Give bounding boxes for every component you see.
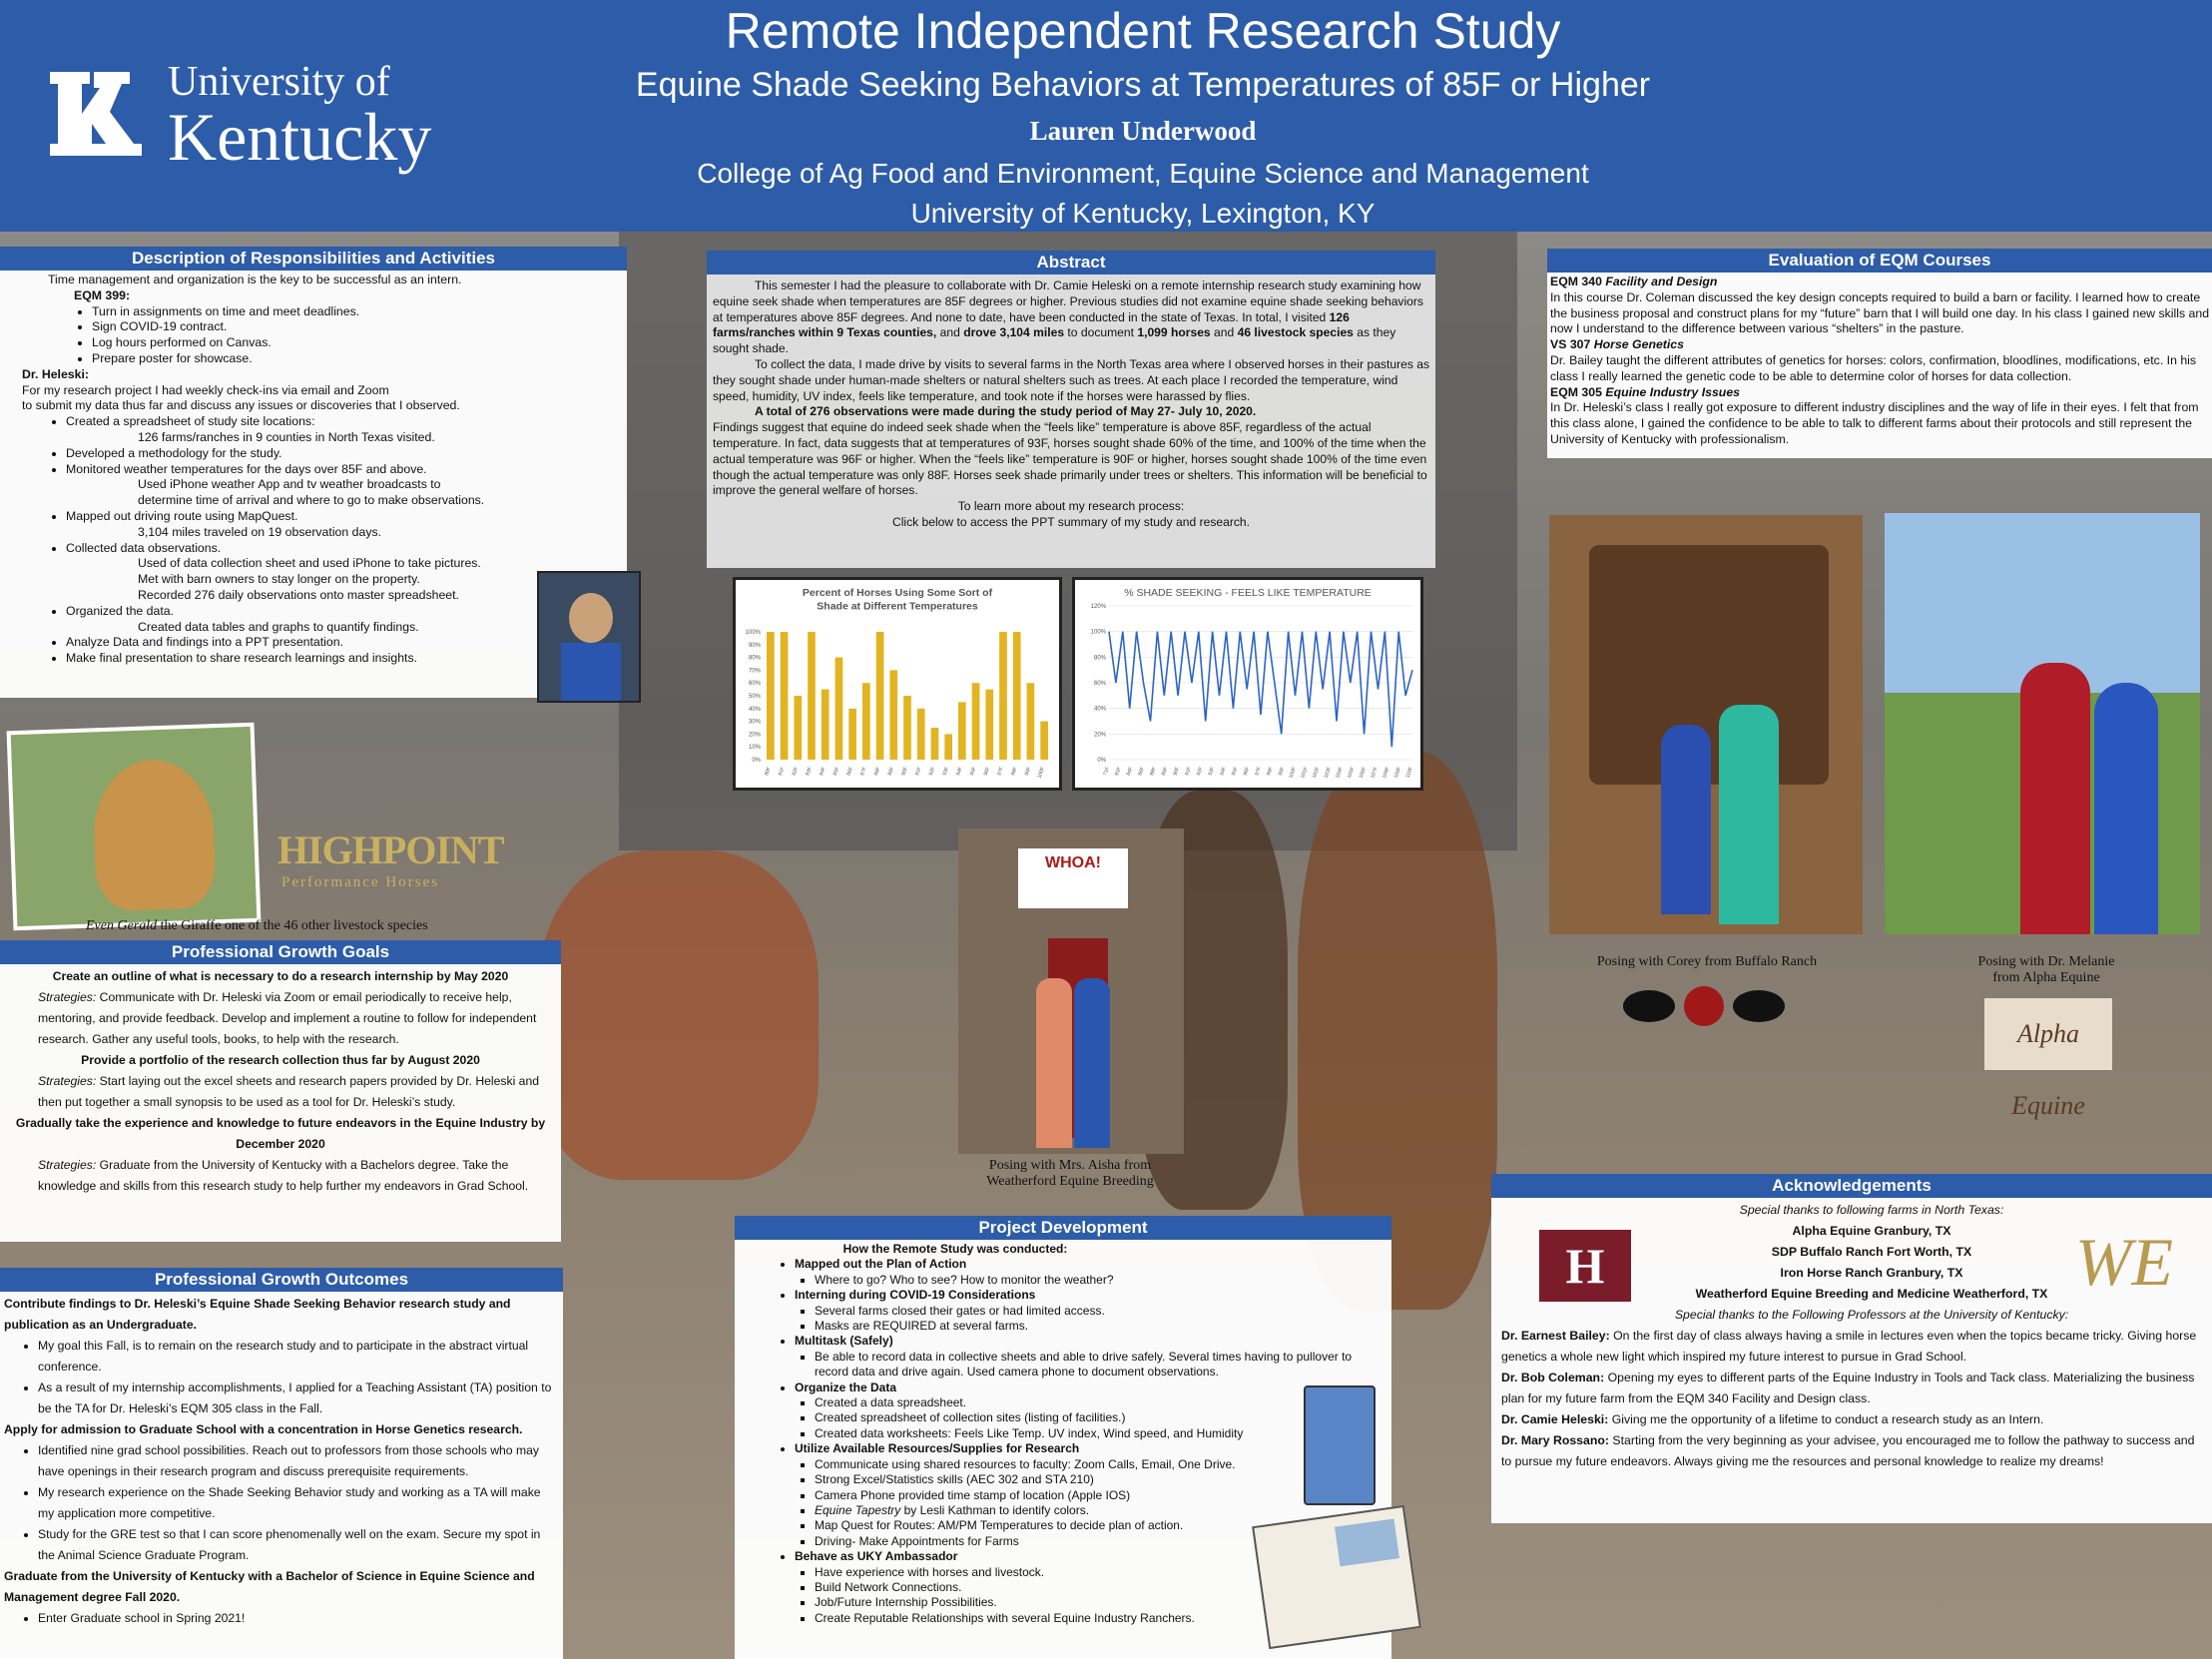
- bar-chart-svg: [736, 580, 1059, 788]
- x-tick-label: 88F: [872, 766, 882, 777]
- list-item: ▪ Build Network Connections.: [815, 1580, 1385, 1595]
- x-tick-label: 95F: [1230, 766, 1240, 777]
- project-heading: How the Remote Study was conducted:: [842, 1242, 1068, 1256]
- list-item: ▪ Where to go? Who to see? How to monitor the weather?: [815, 1273, 1385, 1288]
- resp-intro: Time management and organization is the key to be successful as an intern.: [48, 273, 462, 286]
- x-tick-label: 86F: [845, 766, 855, 777]
- list-item: ▪ Several farms closed their gates or had limited access.: [815, 1304, 1385, 1319]
- list-item: • Mapped out driving route using MapQuest.: [66, 509, 619, 525]
- list-item: • Created a spreadsheet of study site locations:: [66, 414, 619, 430]
- person-head: [569, 593, 613, 643]
- poster-title: Remote Independent Research Study: [725, 3, 1561, 59]
- sub-item: Used iPhone weather App and tv weather broadcasts to: [138, 477, 441, 492]
- person-shirt: [561, 643, 621, 703]
- x-tick-label: 82F: [791, 766, 801, 777]
- list-item: ▪ Have experience with horses and livestock.: [815, 1565, 1385, 1580]
- list-item: ▪ Created a data spreadsheet.: [815, 1395, 1385, 1410]
- abstract-p2: To collect the data, I made drive by visits to several farms in the North Texas area where I observed horses in their pastures as they sought shade under human-made shelters or natural shelters such as trees. At each place I recorded the temperature, wind speed, humidity, UV index, feels like temperature, and took note if the horses were harassed by flies.: [713, 356, 1430, 403]
- series-line: [1109, 632, 1412, 748]
- giraffe-head: [92, 758, 217, 911]
- list-item: • Analyze Data and findings into a PPT presentation.: [66, 635, 619, 651]
- goals-panel: [0, 940, 561, 1242]
- ack-title: Acknowledgements: [1491, 1174, 2212, 1198]
- list-item: • My goal this Fall, is to remain on the research study and to participate in the abstract virtual conference.: [38, 1336, 557, 1378]
- bar: [876, 632, 884, 760]
- bar: [972, 683, 980, 760]
- buffalo-caption: Posing with Corey from Buffalo Ranch: [1596, 954, 1818, 969]
- project-step: • Behave as UKY Ambassador: [795, 1549, 1385, 1564]
- alpha-caption: Posing with Dr. Melanie from Alpha Equine: [1977, 954, 2115, 985]
- course-heading: EQM 305 Equine Industry Issues: [1550, 384, 1740, 399]
- sub-item: 3,104 miles traveled on 19 observation days.: [138, 524, 382, 539]
- x-tick-label: 95F: [968, 766, 978, 777]
- project-title: Project Development: [735, 1216, 1391, 1240]
- x-tick-label: 96F: [1242, 766, 1252, 777]
- x-tick-label: 93F: [941, 766, 951, 777]
- x-tick-label: 98F: [1010, 766, 1019, 777]
- ack-farm: Iron Horse Ranch Granbury, TX: [1780, 1266, 1963, 1280]
- y-tick-label: 70%: [748, 668, 761, 675]
- course-heading: EQM 340 Facility and Design: [1550, 275, 1718, 288]
- outcome-heading: Apply for admission to Graduate School with a concentration in Horse Genetics research.: [4, 1422, 523, 1436]
- y-tick-label: 100%: [745, 630, 761, 636]
- line-chart-svg: [1075, 580, 1420, 788]
- whoa-sign: WHOA!: [1018, 848, 1128, 908]
- poster-subtitle: Equine Shade Seeking Behaviors at Temperatures of 85F or Higher: [635, 66, 1651, 104]
- x-tick-label: 91F: [1184, 766, 1193, 777]
- ack-farm: SDP Buffalo Ranch Fort Worth, TX: [1771, 1245, 1972, 1259]
- course-text: In Dr. Heleski’s class I really got exposure to different industry disciplines and the way of life in their eyes. I felt that from this class alone, I gained the confidence to be able to talk to different farms about their protocols and still represent the University of Kentucky with professionalism.: [1550, 400, 2199, 446]
- list-item: ▪ Created data worksheets: Feels Like Temp. UV index, Wind speed, and Humidity: [815, 1426, 1385, 1441]
- x-tick-label: 88F: [1149, 766, 1158, 777]
- bar: [822, 690, 830, 760]
- logo-text-line1: University of: [168, 59, 390, 105]
- bar: [931, 728, 939, 760]
- poster-header: [0, 0, 2212, 232]
- list-item: ▪ Strong Excel/Statistics skills (AEC 302 and STA 210): [815, 1472, 1385, 1487]
- outcome-heading: Graduate from the University of Kentucky with a Bachelor of Science in Equine Science and Management degree Fall 2020.: [4, 1569, 535, 1604]
- list-item: ▪ Driving- Make Appointments for Farms: [815, 1534, 1385, 1549]
- x-tick-label: 103F: [1323, 766, 1334, 780]
- outcome-heading: Contribute findings to Dr. Heleski’s Equine Shade Seeking Behavior research study and publication as an Undergraduate.: [4, 1297, 511, 1332]
- sub-item: Recorded 276 daily observations onto master spreadsheet.: [138, 587, 459, 602]
- list-item: • Developed a methodology for the study.: [66, 446, 619, 462]
- x-tick-label: 91F: [914, 766, 923, 777]
- bar: [767, 632, 775, 760]
- paint-horse: [539, 850, 819, 1180]
- alpha-equine-photo: [1885, 513, 2200, 934]
- evaluation-title: Evaluation of EQM Courses: [1547, 249, 2212, 273]
- project-step: • Interning during COVID-19 Considerations: [795, 1288, 1385, 1303]
- x-tick-label: 81F: [1113, 766, 1123, 777]
- y-tick-label: 20%: [1093, 732, 1106, 739]
- bar: [848, 709, 856, 760]
- sub-item: determine time of arrival and where to go to make observations.: [138, 493, 485, 508]
- evaluation-panel: [1547, 249, 2212, 458]
- person-left: [1661, 725, 1711, 914]
- buffalo-ranch-photo: [1549, 515, 1863, 934]
- alpha-equine-logo: Alpha Equine: [1984, 998, 2112, 1070]
- goal-strategy: Strategies: Communicate with Dr. Heleski via Zoom or email periodically to receive help, mentoring, and provide feedback. Develop and implement a routine to follow for independent research. Gather any useful tools, books, to help with the research.: [38, 990, 537, 1046]
- y-tick-label: 20%: [748, 732, 761, 739]
- logo-text-line2: Kentucky: [168, 99, 432, 175]
- project-step: • Multitask (Safely): [795, 1334, 1385, 1349]
- ack-farm: Alpha Equine Granbury, TX: [1792, 1224, 1951, 1238]
- goal-strategy: Strategies: Start laying out the excel sheets and research papers provided by Dr. Heleski and then put together a small synopsis to be used as a tool for Dr. Heleski’s study.: [38, 1074, 540, 1109]
- y-tick-label: 40%: [748, 706, 761, 713]
- abstract-panel: [707, 251, 1435, 568]
- x-tick-label: 92F: [1195, 766, 1205, 777]
- ack-farm: Weatherford Equine Breeding and Medicine Weatherford, TX: [1695, 1287, 2048, 1301]
- highpoint-logo-sub: Performance Horses: [281, 874, 440, 890]
- project-step: • Mapped out the Plan of Action: [795, 1257, 1385, 1272]
- course-heading: VS 307 Horse Genetics: [1550, 337, 1684, 352]
- abstract-title: Abstract: [707, 251, 1435, 275]
- x-tick-label: 84F: [1125, 766, 1135, 777]
- x-tick-label: 104F: [1335, 766, 1345, 780]
- list-item: • Collected data observations.: [66, 541, 619, 557]
- responsibilities-title: Description of Responsibilities and Activities: [0, 247, 627, 271]
- bar: [794, 696, 802, 760]
- x-tick-label: 92F: [927, 766, 937, 777]
- giraffe-caption: Even Gerald the Giraffe one of the 46 other livestock species: [86, 918, 428, 933]
- y-tick-label: 80%: [748, 655, 761, 662]
- x-tick-label: 94F: [955, 766, 964, 777]
- x-tick-label: 100F: [1288, 766, 1298, 780]
- abstract-p5: To learn more about my research process:: [957, 499, 1185, 514]
- goals-title: Professional Growth Goals: [0, 940, 561, 964]
- poster-university: University of Kentucky, Lexington, KY: [910, 198, 1376, 229]
- y-tick-label: 120%: [1090, 604, 1106, 610]
- ack-professor: Dr. Earnest Bailey: On the first day of class always having a smile in lectures even when the topics became tricky. Giving horse genetics a whole new light which inspired my future interest to pursue in Grad School.: [1501, 1329, 2197, 1364]
- person-right: [1074, 978, 1110, 1148]
- y-tick-label: 40%: [1093, 706, 1106, 713]
- y-tick-label: 90%: [748, 642, 761, 649]
- list-item: • Identified nine grad school possibilities. Reach out to professors from those schools who may have openings in their research program and discuss prerequisite requirements.: [38, 1440, 557, 1482]
- x-tick-label: 84F: [819, 766, 828, 777]
- goal-strategy: Strategies: Graduate from the University of Kentucky with a Bachelors degree. Take the knowledge and skills from this research study to help further my endeavors in Grad School.: [38, 1158, 529, 1193]
- goal-heading: Provide a portfolio of the research collection thus far by August 2020: [81, 1053, 480, 1067]
- chart-title: Shade at Different Temperatures: [817, 600, 978, 613]
- bar: [781, 632, 789, 760]
- x-tick-label: 93F: [1207, 766, 1217, 777]
- outcomes-title: Professional Growth Outcomes: [0, 1268, 563, 1292]
- course-text: Dr. Bailey taught the different attributes of genetics for horses: colors, confirmation, bloodlines, modifications, etc. In his class I really learned the genetic code to be able to determine color of horses for data collection.: [1550, 352, 2197, 383]
- x-tick-label: 80F: [764, 766, 773, 777]
- bar: [958, 702, 966, 760]
- y-tick-label: 0%: [1097, 758, 1106, 764]
- x-tick-label: 90F: [1172, 766, 1182, 777]
- y-tick-label: 100%: [1090, 629, 1106, 636]
- x-tick-label: 85F: [831, 766, 841, 777]
- heleski-text: to submit my data thus far and discuss any issues or discoveries that I observed.: [22, 398, 460, 413]
- y-tick-label: 10%: [748, 745, 761, 752]
- person-right: [2094, 683, 2158, 934]
- bar: [1027, 683, 1035, 760]
- bar: [835, 658, 843, 760]
- list-item: ▪ Communicate using shared resources to faculty: Zoom Calls, Email, One Drive.: [815, 1457, 1385, 1472]
- poster-author: Lauren Underwood: [1029, 116, 1257, 146]
- abstract-p4: Findings suggest that equine do indeed seek shade when the “feels like” temperature is above 85F, regardless of the actual temperature. In fact, data suggests that at temperatures of 93F, horses sought shade 60% of the time, and 100% of the time when the actual temperature was 96F or higher. When the “feels like” temperature is 90F or higher, horses sought shade 100% of the time even though the actual temperature was only 88F. Horses seek shade primarily under trees or shelters. This information will be beneficial to improve the general welfare of horses.: [713, 420, 1427, 498]
- bar: [1013, 632, 1021, 760]
- x-tick-label: 105F: [1346, 766, 1357, 780]
- y-tick-label: 50%: [748, 694, 761, 700]
- x-tick-label: 96F: [982, 766, 992, 777]
- bar: [985, 690, 993, 760]
- person-left: [2020, 663, 2090, 934]
- chart-title: % SHADE SEEKING - FEELS LIKE TEMPERATURE: [1124, 587, 1372, 599]
- list-item: • Turn in assignments on time and meet deadlines.: [92, 304, 619, 320]
- x-tick-label: 89F: [886, 766, 896, 777]
- ack-professor: Dr. Camie Heleski: Giving me the opportunity of a lifetime to conduct a research study as an Intern.: [1501, 1412, 2044, 1426]
- bar: [999, 632, 1007, 760]
- ack-professor: Dr. Bob Coleman: Opening my eyes to different parts of the Equine Industry in Tools and Tack class. Materializing the business plan for my future farm from the EQM 340 Facility and Design class.: [1501, 1371, 2195, 1405]
- person-left: [1036, 978, 1072, 1148]
- y-tick-label: 60%: [1093, 681, 1106, 687]
- x-tick-label: 87F: [859, 766, 868, 777]
- list-item: • Organized the data.: [66, 604, 619, 620]
- goal-heading: Create an outline of what is necessary to do a research internship by May 2020: [52, 969, 509, 983]
- list-item: ▪ Camera Phone provided time stamp of location (Apple IOS): [815, 1488, 1385, 1503]
- driving-photo: [537, 571, 641, 703]
- ack-farms-intro: Special thanks to following farms in North Texas:: [1739, 1203, 2004, 1217]
- responsibilities-panel: [0, 247, 627, 698]
- list-item: • Monitored weather temperatures for the days over 85F and above.: [66, 462, 619, 478]
- person-right: [1719, 705, 1779, 924]
- sub-item: Used of data collection sheet and used iPhone to take pictures.: [138, 556, 481, 571]
- line-chart: [1072, 577, 1423, 791]
- weatherford-logo: WE: [2074, 1224, 2174, 1300]
- ack-professor: Dr. Mary Rossano: Starting from the very beginning as your advisee, you encouraged me to follow the pathway to success and to pursue my future endeavors. Always giving me the resources and personal knowledge to realize my dreams!: [1501, 1433, 2195, 1468]
- bar: [903, 696, 911, 760]
- x-tick-label: 71F: [1102, 766, 1111, 777]
- acknowledgements-panel: [1491, 1174, 2212, 1523]
- bar: [917, 709, 925, 760]
- x-tick-label: 89F: [1160, 766, 1170, 777]
- bar: [944, 734, 952, 760]
- x-tick-label: 102F: [1311, 766, 1322, 780]
- x-tick-label: 100F: [1036, 766, 1047, 780]
- list-item: • My research experience on the Shade Seeking Behavior study and working as a TA will make my application more competitive.: [38, 1482, 557, 1524]
- list-item: • Prepare poster for showcase.: [92, 351, 619, 367]
- list-item: ▪ Created spreadsheet of collection sites (listing of facilities.): [815, 1410, 1385, 1425]
- outcomes-panel: [0, 1268, 563, 1659]
- x-tick-label: 98F: [1265, 766, 1275, 777]
- list-item: ▪ Job/Future Internship Possibilities.: [815, 1595, 1385, 1610]
- list-item: ▪ Be able to record data in collective sheets and able to drive safely. Several times having to pullover to record data and drive again. Used camera phone to document observations.: [815, 1350, 1385, 1381]
- bar: [1040, 722, 1048, 760]
- giraffe-photo: [7, 723, 262, 931]
- bar-chart: [733, 577, 1062, 791]
- y-tick-label: 80%: [1093, 655, 1106, 662]
- project-step: • Organize the Data: [795, 1381, 1385, 1395]
- sdp-buffalo-logo-icon: [1619, 982, 1789, 1030]
- x-tick-label: 109F: [1392, 766, 1403, 780]
- list-item: ▪ Masks are REQUIRED at several farms.: [815, 1319, 1385, 1334]
- weatherford-photo: [958, 829, 1184, 1154]
- x-tick-label: 97F: [996, 766, 1005, 777]
- bar: [889, 670, 897, 760]
- x-tick-label: 97F: [1254, 766, 1263, 777]
- list-item: • Study for the GRE test so that I can score phenomenally well on the exam. Secure my spot in the Animal Science Graduate Program.: [38, 1524, 557, 1566]
- iron-horse-logo: H: [1539, 1230, 1631, 1302]
- list-item: ▪ Equine Tapestry by Lesli Kathman to identify colors.: [815, 1503, 1385, 1518]
- list-item: • Sign COVID-19 contract.: [92, 319, 619, 335]
- list-item: ▪ Map Quest for Routes: AM/PM Temperatures to decide plan of action.: [815, 1518, 1385, 1533]
- project-step: • Utilize Available Resources/Supplies for Research: [795, 1441, 1385, 1456]
- sub-item: Created data tables and graphs to quantify findings.: [138, 619, 419, 634]
- weather-app-screenshot: [1304, 1385, 1376, 1505]
- y-tick-label: 60%: [748, 681, 761, 688]
- x-tick-label: 86F: [1137, 766, 1146, 777]
- highpoint-logo: HIGHPOINT: [277, 828, 504, 872]
- abstract-p1: This semester I had the pleasure to collaborate with Dr. Camie Heleski on a remote internship research study examining how equine seek shade when temperatures are 85F degrees or higher. Previous studies did not examine equine shade seeking behaviors at temperatures above 85F degrees. And none to date, have been conducted in the state of Texas. In total, I visited 126 farms/ranches within 9 Texas counties, and drove 3,104 miles to document 1,099 horses and 46 livestock species as they sought shade.: [713, 278, 1423, 356]
- x-tick-label: 106F: [1358, 766, 1369, 780]
- y-tick-label: 30%: [748, 719, 761, 726]
- x-tick-label: 108F: [1381, 766, 1391, 780]
- sub-item: Met with barn owners to stay longer on the property.: [138, 572, 420, 587]
- list-item: • As a result of my internship accomplishments, I applied for a Teaching Assistant (TA) position to be the TA for Dr. Heleski’s EQM 305 class in the Fall.: [38, 1378, 557, 1419]
- course-text: In this course Dr. Coleman discussed the key design concepts required to build a barn or facility. I learned how to create the business proposal and construct plans for my “future” barn that I will build one day. In his class I gained new skills and now I understand to the difference between various “shelters” in the pasture.: [1550, 289, 2210, 336]
- x-tick-label: 101F: [1300, 766, 1310, 780]
- sub-item: 126 farms/ranches in 9 counties in North Texas visited.: [138, 429, 435, 444]
- x-tick-label: 99F: [1023, 766, 1033, 777]
- x-tick-label: 94F: [1219, 766, 1228, 777]
- equine-book-photo: [1252, 1505, 1421, 1649]
- bar: [862, 683, 870, 760]
- list-item: • Make final presentation to share research learnings and insights.: [66, 651, 619, 667]
- abstract-p3: A total of 276 observations were made during the study period of May 27- July 10, 2020.: [755, 404, 1257, 419]
- x-tick-label: 90F: [900, 766, 909, 777]
- abstract-link[interactable]: Click below to access the PPT summary of my study and research.: [891, 514, 1251, 529]
- x-tick-label: 83F: [805, 766, 814, 777]
- list-item: ▪ Create Reputable Relationships with several Equine Industry Ranchers.: [815, 1611, 1385, 1626]
- ack-prof-intro: Special thanks to the Following Professors at the University of Kentucky:: [1674, 1308, 2069, 1322]
- x-tick-label: 110F: [1404, 766, 1414, 780]
- x-tick-label: 99F: [1277, 766, 1287, 777]
- poster-college: College of Ag Food and Environment, Equine Science and Management: [697, 158, 1589, 189]
- book-illustration: [1335, 1518, 1399, 1566]
- list-item: • Log hours performed on Canvas.: [92, 335, 619, 351]
- heleski-text: For my research project I had weekly check-ins via email and Zoom: [22, 382, 389, 397]
- chart-title: Percent of Horses Using Some Sort of: [802, 587, 993, 599]
- weatherford-caption: Posing with Mrs. Aisha from Weatherford Equine Breeding: [986, 1158, 1154, 1189]
- list-item: • Enter Graduate school in Spring 2021!: [38, 1608, 557, 1629]
- eqm-heading: EQM 399:: [74, 287, 131, 302]
- heleski-heading: Dr. Heleski:: [22, 366, 89, 381]
- x-tick-label: 81F: [777, 766, 787, 777]
- bar: [808, 632, 816, 760]
- goal-heading: Gradually take the experience and knowledge to future endeavors in the Equine Industry by December 2020: [15, 1116, 546, 1151]
- x-tick-label: 107F: [1370, 766, 1380, 780]
- y-tick-label: 0%: [752, 758, 761, 764]
